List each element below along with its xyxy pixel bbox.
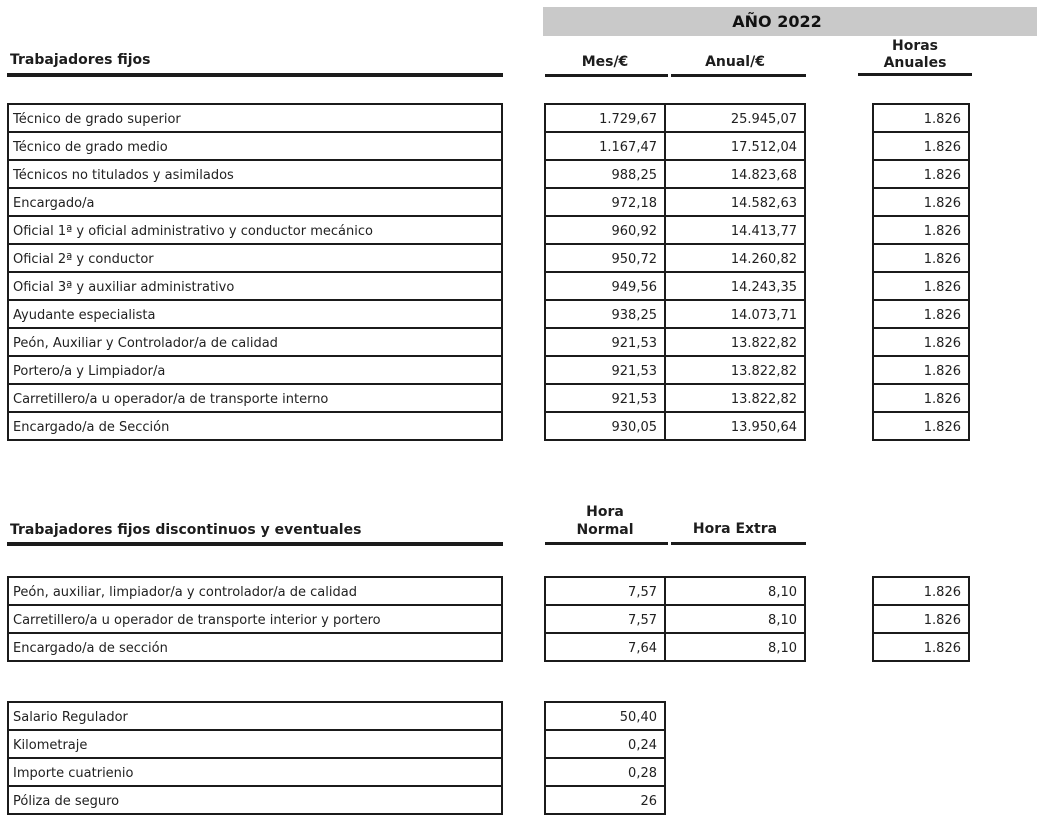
- annual-hours-cell: 1.826: [872, 215, 970, 245]
- annual-hours-cell: 1.826: [872, 576, 970, 606]
- temp-workers-hora-extra-column: [664, 576, 806, 662]
- amount-cell: 50,40: [544, 701, 666, 731]
- job-title-cell: Peón, auxiliar, limpiador/a y controlador/a de calidad: [7, 576, 503, 606]
- monthly-salary-cell: 921,53: [544, 327, 666, 357]
- annual-salary-cell: 14.582,63: [664, 187, 806, 217]
- annual-salary-cell: 14.413,77: [664, 215, 806, 245]
- fixed-workers-monthly-column: [544, 103, 666, 441]
- col-header-mes-underline: [545, 74, 668, 77]
- annual-hours-cell: 1.826: [872, 271, 970, 301]
- job-title-cell: Técnico de grado medio: [7, 131, 503, 161]
- job-title-cell: Oficial 3ª y auxiliar administrativo: [7, 271, 503, 301]
- job-title-cell: Ayudante especialista: [7, 299, 503, 329]
- col-header-horas-line1: Horas: [891, 38, 939, 54]
- annual-hours-cell: 1.826: [872, 604, 970, 634]
- annual-salary-cell: 17.512,04: [664, 131, 806, 161]
- hourly-extra-cell: 8,10: [664, 604, 806, 634]
- col-header-horas-underline: [858, 73, 972, 76]
- annual-salary-cell: 14.243,35: [664, 271, 806, 301]
- job-title-cell: Técnico de grado superior: [7, 103, 503, 133]
- job-title-cell: Oficial 2ª y conductor: [7, 243, 503, 273]
- col-header-hora-extra-underline: [671, 542, 806, 545]
- concept-cell: Importe cuatrienio: [7, 757, 503, 787]
- col-header-anual: Anual/€: [705, 54, 765, 70]
- concepts-value-column: [544, 701, 666, 815]
- hourly-extra-cell: 8,10: [664, 576, 806, 606]
- annual-hours-cell: 1.826: [872, 299, 970, 329]
- hourly-extra-cell: 8,10: [664, 632, 806, 662]
- concept-cell: Póliza de seguro: [7, 785, 503, 815]
- monthly-salary-cell: 950,72: [544, 243, 666, 273]
- concepts-label-column: [7, 701, 503, 815]
- temp-workers-label-column: [7, 576, 503, 662]
- job-title-cell: Oficial 1ª y oficial administrativo y conductor mecánico: [7, 215, 503, 245]
- monthly-salary-cell: 930,05: [544, 411, 666, 441]
- annual-hours-cell: 1.826: [872, 131, 970, 161]
- col-header-hora-normal-underline: [545, 542, 668, 545]
- col-header-horas-line2: Anuales: [883, 55, 947, 71]
- section1-title: Trabajadores fijos: [10, 52, 151, 68]
- concept-cell: Salario Regulador: [7, 701, 503, 731]
- temp-workers-hours-column: [872, 576, 970, 662]
- monthly-salary-cell: 972,18: [544, 187, 666, 217]
- annual-salary-cell: 14.823,68: [664, 159, 806, 189]
- annual-hours-cell: 1.826: [872, 243, 970, 273]
- col-header-mes: Mes/€: [581, 54, 629, 70]
- concept-cell: Kilometraje: [7, 729, 503, 759]
- annual-hours-cell: 1.826: [872, 632, 970, 662]
- monthly-salary-cell: 921,53: [544, 383, 666, 413]
- monthly-salary-cell: 988,25: [544, 159, 666, 189]
- annual-hours-cell: 1.826: [872, 411, 970, 441]
- annual-salary-cell: 14.073,71: [664, 299, 806, 329]
- col-header-hora-normal-line2: Normal: [576, 522, 634, 538]
- job-title-cell: Carretillero/a u operador/a de transporte interno: [7, 383, 503, 413]
- annual-hours-cell: 1.826: [872, 355, 970, 385]
- job-title-cell: Técnicos no titulados y asimilados: [7, 159, 503, 189]
- monthly-salary-cell: 1.167,47: [544, 131, 666, 161]
- section2-title-underline: [7, 542, 503, 546]
- col-header-hora-extra: Hora Extra: [692, 521, 778, 537]
- annual-hours-cell: 1.826: [872, 327, 970, 357]
- annual-salary-cell: 25.945,07: [664, 103, 806, 133]
- col-header-anual-underline: [671, 74, 806, 77]
- monthly-salary-cell: 921,53: [544, 355, 666, 385]
- annual-hours-cell: 1.826: [872, 159, 970, 189]
- hourly-normal-cell: 7,64: [544, 632, 666, 662]
- amount-cell: 26: [544, 785, 666, 815]
- job-title-cell: Peón, Auxiliar y Controlador/a de calidad: [7, 327, 503, 357]
- annual-salary-cell: 13.822,82: [664, 383, 806, 413]
- section2-title: Trabajadores fijos discontinuos y eventuales: [10, 522, 362, 538]
- amount-cell: 0,28: [544, 757, 666, 787]
- col-header-horas-anuales: [858, 38, 972, 72]
- annual-salary-cell: 13.822,82: [664, 355, 806, 385]
- monthly-salary-cell: 1.729,67: [544, 103, 666, 133]
- job-title-cell: Encargado/a de sección: [7, 632, 503, 662]
- job-title-cell: Portero/a y Limpiador/a: [7, 355, 503, 385]
- monthly-salary-cell: 960,92: [544, 215, 666, 245]
- temp-workers-hora-normal-column: [544, 576, 666, 662]
- job-title-cell: Encargado/a de Sección: [7, 411, 503, 441]
- col-header-hora-normal-line1: Hora: [586, 504, 624, 520]
- col-header-hora-normal: [544, 503, 666, 539]
- annual-hours-cell: 1.826: [872, 383, 970, 413]
- section1-title-underline: [7, 73, 503, 77]
- year-banner: AÑO 2022: [543, 7, 1037, 36]
- annual-salary-cell: 13.950,64: [664, 411, 806, 441]
- hourly-normal-cell: 7,57: [544, 604, 666, 634]
- annual-salary-cell: 13.822,82: [664, 327, 806, 357]
- job-title-cell: Carretillero/a u operador de transporte interior y portero: [7, 604, 503, 634]
- job-title-cell: Encargado/a: [7, 187, 503, 217]
- fixed-workers-annual-column: [664, 103, 806, 441]
- amount-cell: 0,24: [544, 729, 666, 759]
- hourly-normal-cell: 7,57: [544, 576, 666, 606]
- annual-salary-cell: 14.260,82: [664, 243, 806, 273]
- annual-hours-cell: 1.826: [872, 187, 970, 217]
- fixed-workers-hours-column: [872, 103, 970, 441]
- monthly-salary-cell: 938,25: [544, 299, 666, 329]
- annual-hours-cell: 1.826: [872, 103, 970, 133]
- monthly-salary-cell: 949,56: [544, 271, 666, 301]
- fixed-workers-label-column: [7, 103, 503, 441]
